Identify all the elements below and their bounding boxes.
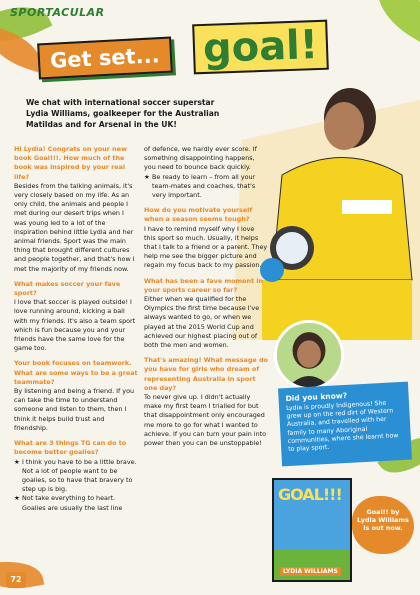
question: What are 3 things TG can do to become better goalies? — [14, 439, 127, 457]
answer: I have to remind myself why I love this sport so much. Usually, it helps that I talk to a friend or a parent. They help me see the bigger picture and regain my focus back to my passion. — [144, 224, 268, 270]
did-you-know-heading: Did you know? — [285, 390, 348, 404]
answer: By listening and being a friend. If you can take the time to understand someone and listen to them, then I think it helps build trust and friendship. — [14, 387, 135, 432]
tips-list — [144, 173, 268, 201]
section-brand: SPORTACULAR — [10, 6, 105, 19]
answer: To never give up. I didn't actually make my first team I trialled for but that disappointment only encouraged me more to go for what I wanted to achieve. If you can turn your pain into power then you can be unstoppable! — [144, 393, 267, 448]
tips-list — [14, 458, 138, 513]
leaf-decoration — [365, 0, 420, 45]
column-middle — [144, 145, 268, 448]
star-icon: ★ — [14, 457, 20, 466]
question: What makes soccer your fave sport? — [14, 279, 121, 298]
title-part-1: Get set... — [37, 37, 172, 80]
answer: Besides from the talking animals, it's very closely based on my life. As an only child, the animals and people I met during our desert trips when I was young led to a lot of the inspiration behind little Lydia and her animal friends. Sport was the main thing that brought different cultures and people together, and that's how I met the majority of my friends now. — [14, 181, 135, 273]
star-icon: ★ — [144, 172, 150, 181]
page-number: 72 — [6, 572, 26, 588]
did-you-know-box — [278, 382, 412, 467]
book-title: GOAL!!! — [278, 485, 342, 504]
star-icon: ★ — [14, 494, 20, 503]
intro-text: We chat with international soccer superstar Lydia Williams, goalkeeper for the Australian Matildas and for Arsenal in the UK! — [26, 98, 220, 129]
list-item: ★ Be ready to learn – from all your team-mates and coaches, that's very important. — [144, 172, 256, 200]
portrait-illustration — [277, 323, 341, 387]
list-item: ★ Not take everything to heart. Goalies are usually the last line — [14, 494, 123, 512]
column-left — [14, 145, 138, 513]
book-author: LYDIA WILLIAMS — [280, 567, 341, 576]
page-title — [38, 22, 319, 76]
answer: of defence, we hardly ever score. If something disappointing happens, you need to bounce back quickly. — [144, 145, 257, 172]
player-avatar — [274, 320, 344, 390]
question: How do you motivate yourself when a season seems tough? — [144, 206, 253, 224]
question: Hi Lydia! Congrats on your new book Goal!!!. How much of the book was inspired by your real life? — [14, 145, 127, 181]
question: That's amazing! What message do you have for girls who dream of representing Australia in sport one day? — [144, 356, 268, 392]
answer: Either when we qualified for the Olympics the first time because I've always wanted to go, or when we played at the 2015 World Cup and achieved our highest placing out of both the men and women. — [144, 295, 260, 350]
book-cover — [272, 478, 352, 582]
answer: I love that soccer is played outside! I love running around, kicking a ball with my friends. It's also a team sport which is fun because you and your friends have the same love for the game too. — [14, 298, 136, 353]
title-part-2: goal! — [192, 20, 329, 75]
question: What has been a fave moment in your sports career so far? — [144, 276, 264, 294]
promo-badge: Goal!! by Lydia Williams is out now. — [352, 496, 414, 554]
list-item: ★ I think you have to be a little brave. Not a lot of people want to be goalies, so to have that bravery to step up is big. — [14, 457, 137, 494]
question: Your book focuses on teamwork. What are some ways to be a great teammate? — [14, 359, 138, 386]
did-you-know-text: Lydia is proudly Indigenous! She grew up on the red dirt of Western Australia, and travelled with her family to many Aboriginal communities, where she learnt how to play sport. — [285, 399, 399, 454]
